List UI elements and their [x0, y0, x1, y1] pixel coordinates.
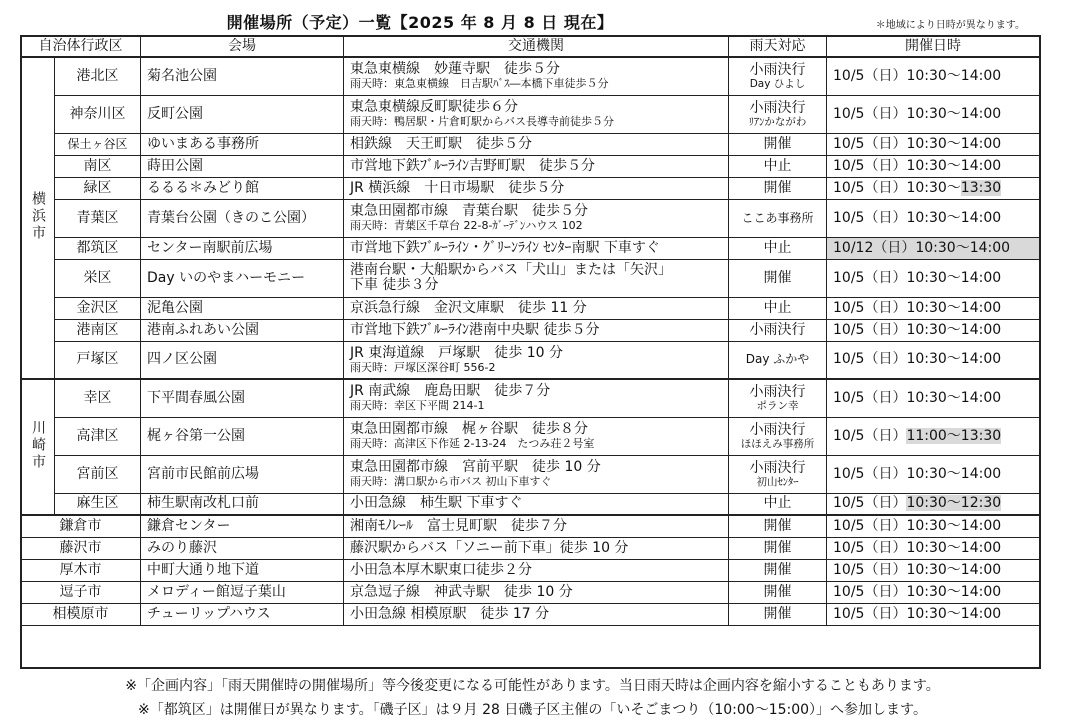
table-body [21, 57, 1040, 625]
transit-main: JR 横浜線 十日市場駅 徒歩５分 [350, 179, 565, 196]
footer-note-2: ※「都筑区」は開催日が異なります。「磯子区」は９月 28 日磯子区主催の「いそごまつり（10:00～15:00）」へ参加します。 [138, 702, 927, 718]
transit-cell [344, 237, 729, 259]
ward-cell: 栄区 [55, 259, 141, 297]
ward-cell: 高津区 [55, 417, 141, 455]
date-highlight: 11:00～13:30 [906, 427, 1002, 444]
transit-main: 小田急線 柿生駅 下車すぐ [350, 495, 523, 512]
transit-main: 京急逗子線 神武寺駅 徒歩 10 分 [350, 583, 573, 600]
rain-cell [729, 603, 827, 625]
rain-cell [729, 259, 827, 297]
transit-main: 東急田園都市線 梶ヶ谷駅 徒歩８分 [350, 421, 588, 437]
table-row [21, 319, 1040, 341]
date-text: 10/5（日）10:30～14:00 [833, 105, 1002, 122]
rain-cell [729, 537, 827, 559]
date-text: 10/5（日）10:30～14:00 [833, 389, 1002, 406]
date-cell [827, 515, 1040, 537]
date-text: 10/5（日）10:30～14:00 [833, 561, 1002, 578]
transit-cell [344, 199, 729, 237]
rain-cell [729, 455, 827, 493]
venue-cell: Day いのやまハーモニー [141, 259, 344, 297]
column-header: 自治体行政区 [21, 36, 141, 58]
rain-policy: 中止 [763, 495, 792, 512]
transit-main: 京浜急行線 金沢文庫駅 徒歩 11 分 [350, 299, 587, 316]
table-row [21, 455, 1040, 493]
rain-cell [729, 133, 827, 155]
transit-cell [344, 581, 729, 603]
transit-cell [344, 493, 729, 515]
date-cell [827, 259, 1040, 297]
transit-rain-note: 雨天時：幸区下平間 214-1 [350, 399, 485, 413]
transit-main: 東急東横線 妙蓮寺駅 徒歩５分 [350, 61, 560, 78]
rain-cell [729, 515, 827, 537]
transit-rain-note: 雨天時：東急東横線 日吉駅ﾊﾞｽ―本橋下車徒歩５分 [350, 77, 609, 91]
date-text: 10/5（日）10:30～14:00 [833, 209, 1002, 226]
table-header-row [21, 36, 1040, 58]
venue-cell: 鎌倉センター [141, 515, 344, 537]
transit-cell [344, 57, 729, 95]
ward-cell: 緑区 [55, 177, 141, 199]
rain-policy: 中止 [763, 239, 792, 256]
rain-policy: Day ふかや [745, 352, 810, 367]
rain-cell [729, 493, 827, 515]
rain-cell [729, 341, 827, 379]
date-text: 10/5（日） [833, 495, 907, 512]
ward-cell: 幸区 [55, 379, 141, 417]
table-row [21, 177, 1040, 199]
rain-policy: 開催 [763, 605, 792, 622]
group-yokohama [21, 57, 55, 379]
venue-cell: 菊名池公園 [141, 57, 344, 95]
rain-cell [729, 319, 827, 341]
table-row [21, 537, 1040, 559]
date-text: 10/5（日）10:30～14:00 [833, 517, 1002, 534]
rain-cell [729, 417, 827, 455]
transit-main: 港南台駅・大船駅からバス「犬山」または「矢沢」 [350, 262, 672, 278]
rain-venue: 初山ｾﾝﾀｰ [756, 475, 799, 488]
column-header: 雨天対応 [729, 36, 827, 58]
table-row [21, 515, 1040, 537]
rain-venue: ほほえみ事務所 [740, 437, 815, 450]
transit-cell [344, 133, 729, 155]
ward-cell: 宮前区 [55, 455, 141, 493]
ward-cell: 南区 [55, 155, 141, 177]
venue-cell: 四ノ区公園 [141, 341, 344, 379]
table-row [21, 417, 1040, 455]
transit-cell [344, 177, 729, 199]
date-text: 10/5（日）10:30～14:00 [833, 321, 1002, 338]
date-text: 10/5（日）10:30～14:00 [833, 583, 1002, 600]
rain-policy: 小雨決行 [749, 61, 806, 78]
rain-policy: 中止 [763, 157, 792, 174]
date-cell [827, 199, 1040, 237]
transit-rain-note: 雨天時：戸塚区深谷町 556-2 [350, 360, 496, 374]
rain-cell [729, 297, 827, 319]
date-cell [827, 537, 1040, 559]
date-cell [827, 379, 1040, 417]
venue-cell: 港南ふれあい公園 [141, 319, 344, 341]
table-row [21, 341, 1040, 379]
rain-policy: 開催 [763, 583, 792, 600]
rain-policy: 小雨決行 [749, 321, 806, 338]
date-text: 10/5（日）10:30～14:00 [833, 465, 1002, 482]
table-row [21, 493, 1040, 515]
transit-main: 東急田園都市線 宮前平駅 徒歩 10 分 [350, 459, 601, 475]
transit-rain-note: 雨天時：溝口駅から市バス 初山下車すぐ [350, 475, 552, 488]
group-label: 横浜市 [30, 190, 46, 242]
date-cell [827, 603, 1040, 625]
column-header: 会場 [141, 36, 344, 58]
venue-cell: るるる＊みどり館 [141, 177, 344, 199]
venue-cell: 中町大通り地下道 [141, 559, 344, 581]
transit-rain-note: 雨天時：高津区下作延 2-13-24 たつみ荘２号室 [350, 437, 595, 450]
venue-cell: ゆいまある事務所 [141, 133, 344, 155]
rain-cell [729, 581, 827, 603]
venue-cell: 下平間春風公園 [141, 379, 344, 417]
transit-main: 相鉄線 天王町駅 徒歩５分 [350, 135, 532, 152]
transit-cell [344, 455, 729, 493]
rain-venue: ﾘｱﾝかながわ [748, 115, 807, 128]
date-text: 10/5（日）10:30～14:00 [833, 67, 1002, 84]
date-cell [827, 493, 1040, 515]
ward-cell: 鎌倉市 [21, 515, 141, 537]
date-cell [827, 559, 1040, 581]
rain-policy: 開催 [763, 135, 792, 152]
rain-policy: ここあ事務所 [741, 210, 814, 225]
transit-main: 市営地下鉄ﾌﾞﾙｰﾗｲﾝ・ｸﾞﾘｰﾝﾗｲﾝ ｾﾝﾀｰ南駅 下車すぐ [350, 239, 660, 256]
venue-cell: 梶ヶ谷第一公園 [141, 417, 344, 455]
transit-main: 小田急本厚木駅東口徒歩２分 [350, 561, 532, 578]
rain-policy: 開催 [763, 561, 792, 578]
transit-main: 藤沢駅からバス「ソニー前下車」徒歩 10 分 [350, 539, 629, 556]
ward-cell: 港北区 [55, 57, 141, 95]
group-kawasaki [21, 379, 55, 515]
ward-cell: 神奈川区 [55, 95, 141, 133]
date-text: 10/5（日）10:30～14:00 [833, 269, 1002, 286]
rain-cell [729, 559, 827, 581]
rain-policy: 開催 [763, 269, 792, 286]
transit-main: JR 東海道線 戸塚駅 徒歩 10 分 [350, 344, 564, 361]
rain-cell [729, 237, 827, 259]
ward-cell: 青葉区 [55, 199, 141, 237]
venue-cell: チューリップハウス [141, 603, 344, 625]
date-text: 10/5（日）10:30～14:00 [833, 351, 1002, 368]
date-cell [827, 177, 1040, 199]
date-cell [827, 455, 1040, 493]
table-row [21, 95, 1040, 133]
ward-cell: 保土ヶ谷区 [55, 133, 141, 155]
page-title: 開催場所（予定）一覧【2025 年 8 月 8 日 現在】 [226, 13, 614, 32]
rain-venue: Day ひよし [749, 77, 806, 90]
ward-cell: 麻生区 [55, 493, 141, 515]
transit-main: 東急東横線反町駅徒歩６分 [350, 99, 518, 115]
rain-cell [729, 177, 827, 199]
venue-cell: メロディー館逗子葉山 [141, 581, 344, 603]
date-cell [827, 133, 1040, 155]
rain-policy: 小雨決行 [749, 99, 806, 116]
rain-policy: 小雨決行 [749, 459, 806, 476]
table-row [21, 297, 1040, 319]
footer-note-1: ※「企画内容」「雨天開催時の開催場所」等今後変更になる可能性があります。当日雨天時は企画内容を縮小することもあります。 [125, 678, 940, 694]
transit-cell [344, 515, 729, 537]
table-row [21, 603, 1040, 625]
group-label: 川崎市 [30, 419, 46, 471]
venue-cell: 蒔田公園 [141, 155, 344, 177]
transit-cell [344, 319, 729, 341]
date-cell [827, 417, 1040, 455]
table-row [21, 559, 1040, 581]
venue-cell: 反町公園 [141, 95, 344, 133]
ward-cell: 厚木市 [21, 559, 141, 581]
date-highlight: 10/12（日）10:30～14:00 [833, 239, 1011, 256]
rain-cell [729, 155, 827, 177]
rain-policy: 小雨決行 [749, 383, 806, 400]
table-row [21, 133, 1040, 155]
transit-rain-note: 雨天時：鴨居駅・片倉町駅からバス長導寺前徒歩５分 [350, 115, 614, 128]
table-row [21, 57, 1040, 95]
transit-cell [344, 155, 729, 177]
transit-cell [344, 379, 729, 417]
transit-cell [344, 537, 729, 559]
venue-cell: 泥亀公園 [141, 297, 344, 319]
date-highlight: 13:30 [960, 179, 1002, 196]
ward-cell: 逗子市 [21, 581, 141, 603]
date-cell [827, 57, 1040, 95]
ward-cell: 金沢区 [55, 297, 141, 319]
venue-cell: 柿生駅南改札口前 [141, 493, 344, 515]
rain-policy: 中止 [763, 299, 792, 316]
transit-cell [344, 341, 729, 379]
date-text: 10/5（日）10:30～14:00 [833, 539, 1002, 556]
transit-cell [344, 559, 729, 581]
date-cell [827, 297, 1040, 319]
date-cell [827, 95, 1040, 133]
transit-cell [344, 297, 729, 319]
date-cell [827, 237, 1040, 259]
header-note: ＊地域により日時が異なります。 [875, 20, 1025, 31]
ward-cell: 港南区 [55, 319, 141, 341]
column-header: 交通機関 [344, 36, 729, 58]
ward-cell: 都筑区 [55, 237, 141, 259]
transit-main: 小田急線 相模原駅 徒歩 17 分 [350, 605, 550, 622]
table-row [21, 581, 1040, 603]
transit-rain-note: 雨天時：青葉区千草台 22-8-ｶﾞｰﾃﾞﾝハウス 102 [350, 219, 583, 232]
date-text: 10/5（日）10:30～ [833, 179, 961, 196]
rain-policy: 開催 [763, 179, 792, 196]
table-row [21, 259, 1040, 297]
transit-main: 市営地下鉄ﾌﾞﾙｰﾗｲﾝ吉野町駅 徒歩５分 [350, 157, 595, 174]
rain-cell [729, 199, 827, 237]
transit-cell [344, 259, 729, 297]
date-text: 10/5（日）10:30～14:00 [833, 157, 1002, 174]
ward-cell: 相模原市 [21, 603, 141, 625]
venue-cell: みのり藤沢 [141, 537, 344, 559]
transit-line2: 下車 徒歩３分 [350, 277, 439, 293]
table-row [21, 155, 1040, 177]
date-cell [827, 341, 1040, 379]
rain-policy: 開催 [763, 539, 792, 556]
table-row [21, 199, 1040, 237]
transit-main: JR 南武線 鹿島田駅 徒歩７分 [350, 383, 551, 400]
rain-policy: 開催 [763, 517, 792, 534]
venue-table [20, 35, 1040, 626]
transit-main: 東急田園都市線 青葉台駅 徒歩５分 [350, 203, 588, 219]
date-text: 10/5（日）10:30～14:00 [833, 135, 1002, 152]
venue-cell: 青葉台公園（きのこ公園） [141, 199, 344, 237]
rain-cell [729, 95, 827, 133]
transit-cell [344, 417, 729, 455]
venue-cell: センター南駅前広場 [141, 237, 344, 259]
ward-cell: 戸塚区 [55, 341, 141, 379]
transit-main: 湘南ﾓﾉﾚｰﾙ 富士見町駅 徒歩７分 [350, 517, 567, 534]
transit-main: 市営地下鉄ﾌﾞﾙｰﾗｲﾝ港南中央駅 徒歩５分 [350, 321, 600, 338]
date-cell [827, 319, 1040, 341]
date-text: 10/5（日）10:30～14:00 [833, 605, 1002, 622]
date-highlight: 10:30～12:30 [906, 495, 1002, 512]
transit-cell [344, 95, 729, 133]
date-text: 10/5（日）10:30～14:00 [833, 299, 1002, 316]
rain-policy: 小雨決行 [749, 421, 806, 438]
table-row [21, 379, 1040, 417]
column-header: 開催日時 [827, 36, 1040, 58]
ward-cell: 藤沢市 [21, 537, 141, 559]
date-cell [827, 155, 1040, 177]
transit-cell [344, 603, 729, 625]
rain-cell [729, 57, 827, 95]
date-cell [827, 581, 1040, 603]
rain-venue: ポラン幸 [756, 399, 799, 412]
date-text: 10/5（日） [833, 427, 907, 444]
table-row [21, 237, 1040, 259]
venue-cell: 宮前市民館前広場 [141, 455, 344, 493]
rain-cell [729, 379, 827, 417]
